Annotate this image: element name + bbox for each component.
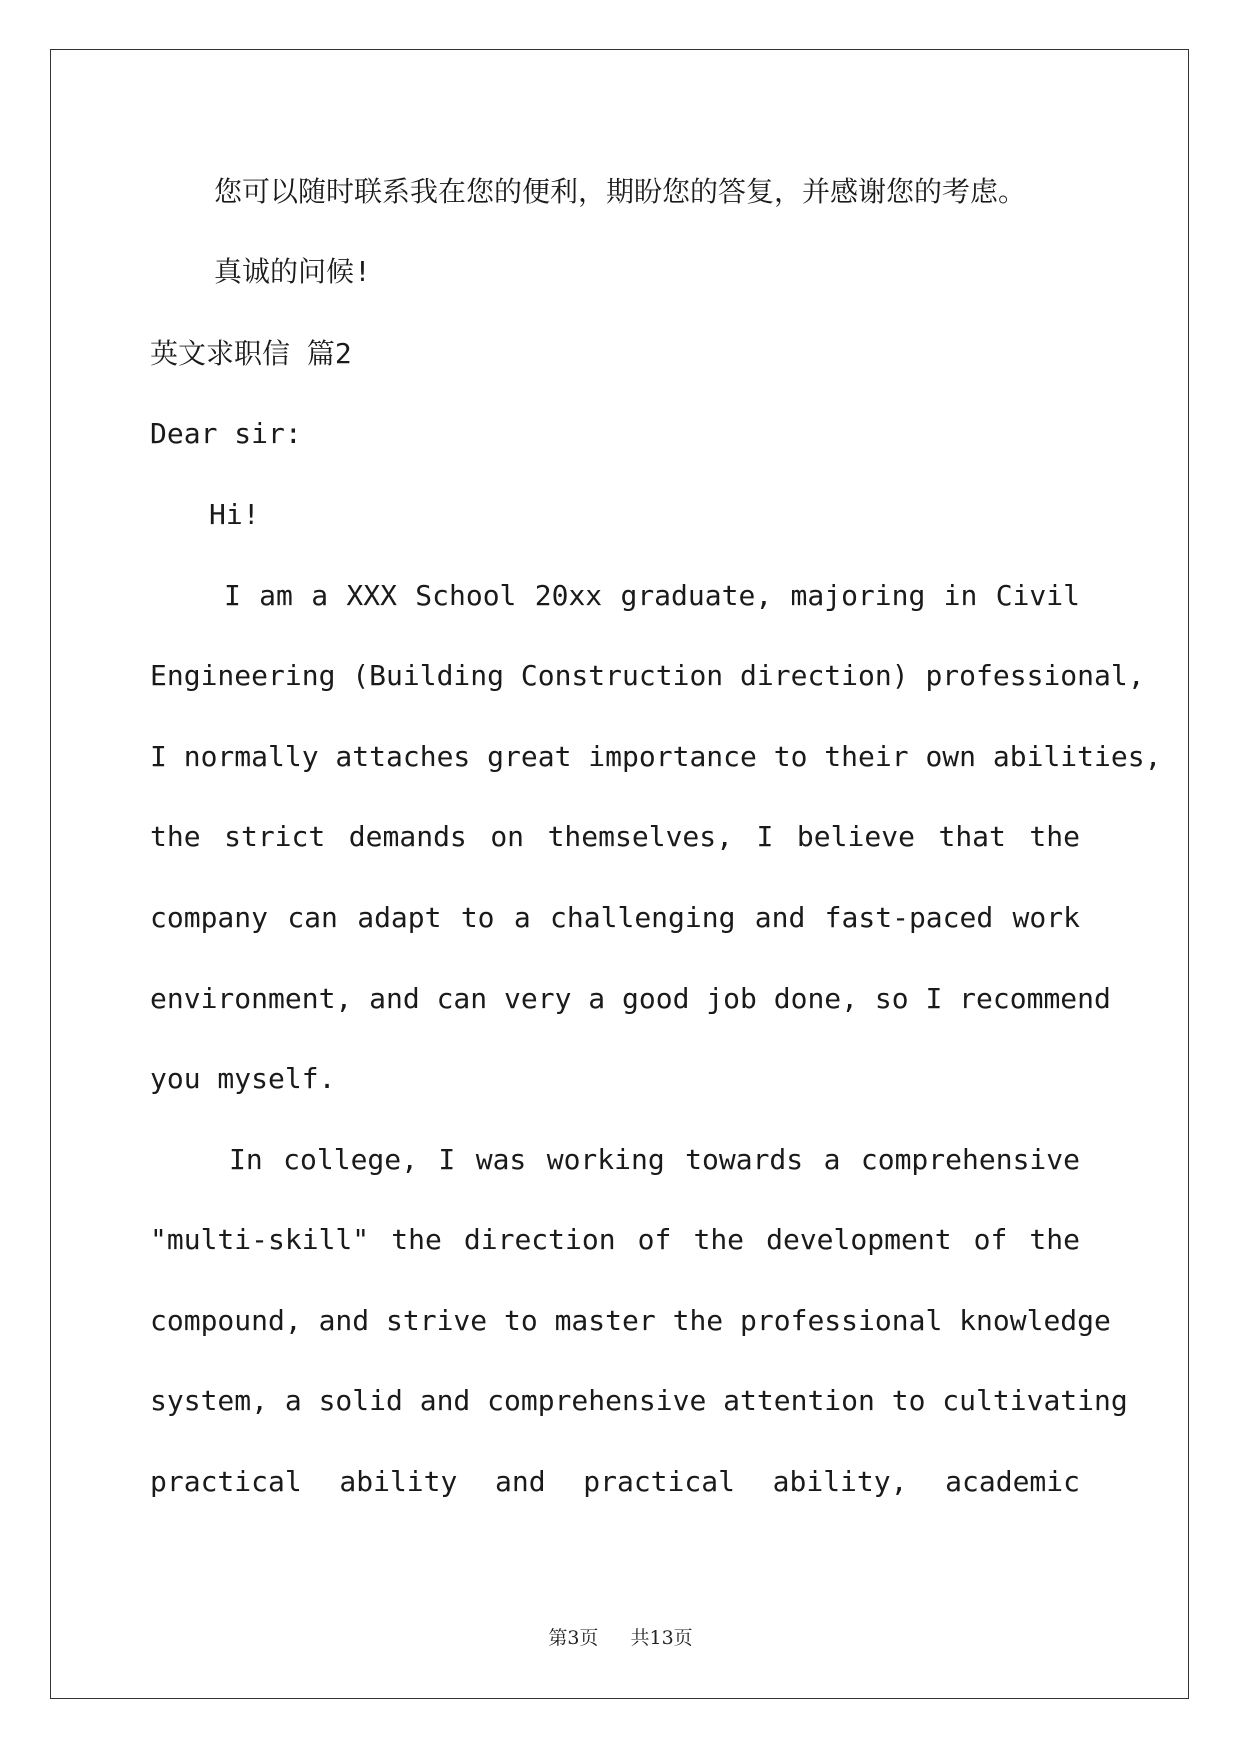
body-line-closing: 您可以随时联系我在您的便利，期盼您的答复，并感谢您的考虑。 bbox=[214, 175, 1027, 208]
paragraph-line: Engineering (Building Construction direction) professional, bbox=[150, 659, 1145, 692]
paragraph-line: the strict demands on themselves, I believe that the bbox=[150, 820, 1080, 853]
hi-line: Hi! bbox=[209, 498, 260, 531]
paragraph-line: you myself. bbox=[150, 1062, 336, 1095]
page-border bbox=[50, 49, 1189, 1699]
paragraph-line: practical ability and practical ability, academic bbox=[150, 1465, 1080, 1498]
paragraph-line: "multi-skill" the direction of the development of the bbox=[150, 1223, 1080, 1256]
section-heading: 英文求职信 篇2 bbox=[150, 337, 352, 370]
page-number: 第3页 bbox=[548, 1627, 599, 1649]
page-footer bbox=[0, 1623, 1241, 1650]
salutation: Dear sir: bbox=[150, 417, 302, 450]
paragraph-line: environment, and can very a good job done, so I recommend bbox=[150, 982, 1111, 1015]
page-total: 共13页 bbox=[630, 1627, 693, 1649]
paragraph-line: In college, I was working towards a comprehensive bbox=[229, 1143, 1080, 1176]
paragraph-line: system, a solid and comprehensive attention to cultivating bbox=[150, 1384, 1128, 1417]
paragraph-line: I normally attaches great importance to their own abilities, bbox=[150, 740, 1162, 773]
paragraph-line: I am a XXX School 20xx graduate, majoring in Civil bbox=[224, 579, 1080, 612]
paragraph-line: compound, and strive to master the professional knowledge bbox=[150, 1304, 1111, 1337]
paragraph-line: company can adapt to a challenging and fast-paced work bbox=[150, 901, 1080, 934]
body-line-greeting: 真诚的问候! bbox=[214, 255, 371, 288]
